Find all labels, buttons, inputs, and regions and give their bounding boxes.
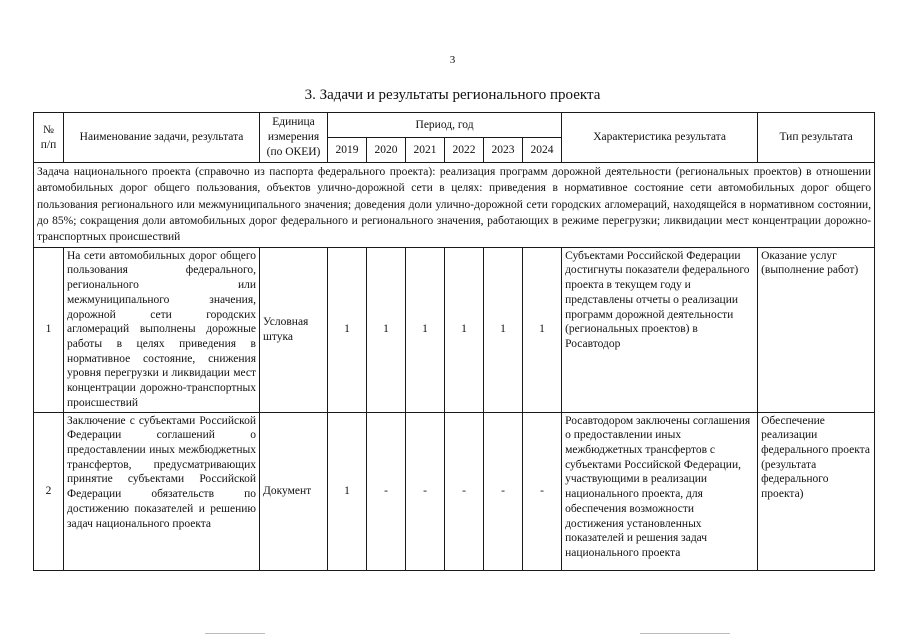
year-value: - xyxy=(406,412,445,570)
result-characteristic: Росавтодором заключены соглашения о предоставлении иных межбюджетных трансфертов с субъектами Российской Федерации, участвующими в реализации национального проекта, для обеспечения возможности достижения установленных показателей и решения задач национального проекта xyxy=(562,412,758,570)
header-name: Наименование задачи, результата xyxy=(64,113,260,163)
header-year: 2022 xyxy=(445,138,484,163)
year-value: - xyxy=(367,412,406,570)
header-year: 2024 xyxy=(523,138,562,163)
result-name: На сети автомобильных дорог общего пользования федерального, регионального или межмуниципального значения, дорожной сети городских агломераций выполнены дорожные работы в целях приведения в нормативное состояние, снижения уровня перегрузки и ликвидации мест концентрации дорожно-транспортных происшествий xyxy=(64,247,260,412)
year-value: - xyxy=(445,412,484,570)
national-task-text: Задача национального проекта (справочно из паспорта федерального проекта): реализация программ дорожной деятельности (региональных проектов) в отношении автомобильных дорог общего пользования, объектов улично-дорожной сети в целях: приведения в нормативное состояние сети автомобильных дорог общего пользования регионального или межмуниципального значения; доведения доли улично-дорожной сети городских агломераций, находящейся в нормативном состоянии, до 85%; сокращения доли автомобильных дорог федерального и регионального значения, работающих в режиме перегрузки; ликвидации мест концентрации дорожно-транспортных происшествий xyxy=(34,163,875,248)
page-number: 3 xyxy=(449,54,456,66)
header-unit: Единица измерения (по ОКЕИ) xyxy=(260,113,328,163)
year-value: 1 xyxy=(328,412,367,570)
result-characteristic: Субъектами Российской Федерации достигнуты показатели федерального проекта в текущем году и представлены отчеты о реализации программ дорожной деятельности (региональных проектов) в Росавтодор xyxy=(562,247,758,412)
year-value: - xyxy=(523,412,562,570)
section-title: 3. Задачи и результаты регионального проекта xyxy=(304,87,601,103)
header-year: 2023 xyxy=(484,138,523,163)
header-characteristic: Характеристика результата xyxy=(562,113,758,163)
header-year: 2019 xyxy=(328,138,367,163)
result-name: Заключение с субъектами Российской Федерации соглашений о предоставлении иных межбюджетных трансфертов, предусматривающих принятие субъектами Российской Федерации обязательств по достижению показателей и решению задач национального проекта xyxy=(64,412,260,570)
year-value: 1 xyxy=(445,247,484,412)
row-number: 1 xyxy=(34,247,64,412)
unit-cell: Условная штука xyxy=(260,247,328,412)
header-type: Тип результата xyxy=(758,113,875,163)
header-period: Период, год xyxy=(328,113,562,138)
header-year: 2020 xyxy=(367,138,406,163)
task-row xyxy=(34,163,875,248)
result-type: Обеспечение реализации федерального проекта (результата федерального проекта) xyxy=(758,412,875,570)
header-num: № п/п xyxy=(34,113,64,163)
unit-cell: Документ xyxy=(260,412,328,570)
header-year: 2021 xyxy=(406,138,445,163)
scan-artifact xyxy=(205,633,265,634)
year-value: - xyxy=(484,412,523,570)
year-value: 1 xyxy=(328,247,367,412)
result-type: Оказание услуг (выполнение работ) xyxy=(758,247,875,412)
header-row xyxy=(34,113,875,138)
year-value: 1 xyxy=(367,247,406,412)
results-table xyxy=(33,112,875,571)
year-value: 1 xyxy=(484,247,523,412)
table-row xyxy=(34,247,875,412)
year-value: 1 xyxy=(406,247,445,412)
scan-artifact xyxy=(640,633,730,634)
table-row xyxy=(34,412,875,570)
year-value: 1 xyxy=(523,247,562,412)
row-number: 2 xyxy=(34,412,64,570)
